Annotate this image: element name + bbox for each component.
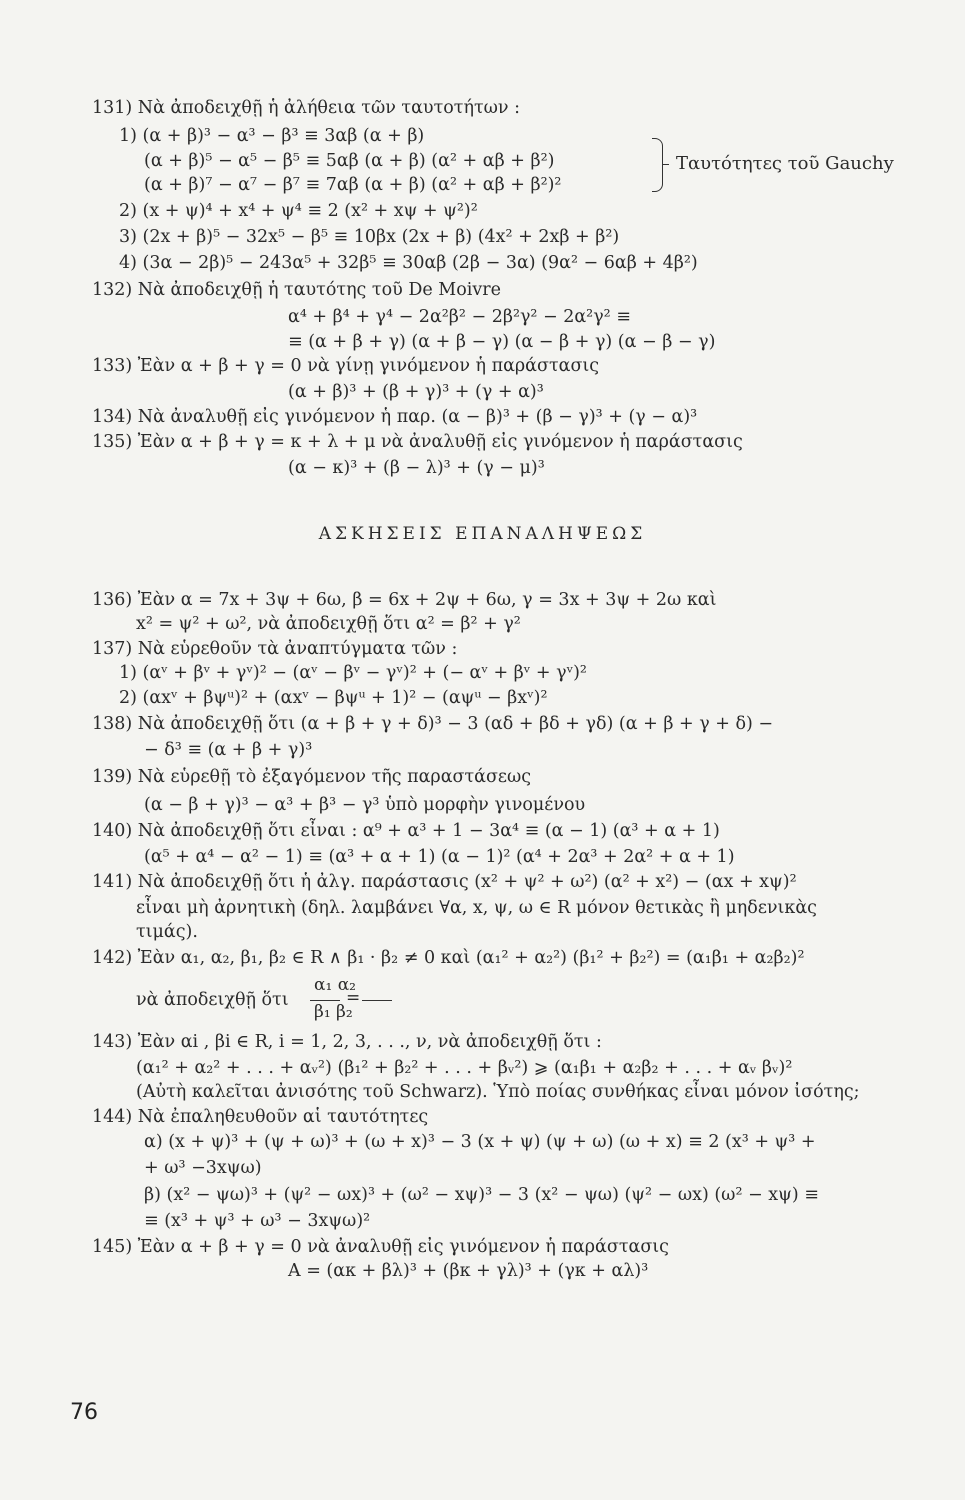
fraction-numerator: α₁ α₂: [314, 975, 356, 995]
problem-140-line2: (α⁵ + α⁴ − α² − 1) ≡ (α³ + α + 1) (α − 1)² (α⁴ + 2α³ + 2α² + α + 1): [144, 847, 735, 867]
identity-2: 2) (x + ψ)⁴ + x⁴ + ψ⁴ ≡ 2 (x² + xψ + ψ²)²: [119, 201, 478, 221]
problem-136-line1: 136) Ἐὰν α = 7x + 3ψ + 6ω, β = 6x + 2ψ + 6ω, γ = 3x + 3ψ + 2ω καὶ: [92, 590, 717, 610]
fraction-alpha-beta: [306, 975, 396, 1029]
problem-144-a-line1: α) (x + ψ)³ + (ψ + ω)³ + (ω + x)³ − 3 (x + ψ) (ψ + ω) (ω + x) ≡ 2 (x³ + ψ³ +: [144, 1132, 816, 1152]
problem-144-heading: 144) Νὰ ἐπαληθευθοῦν αἱ ταυτότητες: [92, 1107, 429, 1127]
problem-145-expr: A = (ακ + βλ)³ + (βκ + γλ)³ + (γκ + αλ)³: [288, 1261, 649, 1281]
problem-145-heading: 145) Ἐὰν α + β + γ = 0 νὰ ἀναλυθῇ εἰς γινόμενον ἡ παράστασις: [92, 1237, 669, 1257]
problem-141-line3: τιμάς).: [136, 922, 198, 942]
problem-133-expr: (α + β)³ + (β + γ)³ + (γ + α)³: [288, 382, 544, 402]
problem-144-b-line2: ≡ (x³ + ψ³ + ω³ − 3xψω)²: [144, 1211, 371, 1231]
problem-134: 134) Νὰ ἀναλυθῇ εἰς γινόμενον ἡ παρ. (α − β)³ + (β − γ)³ + (γ − α)³: [92, 407, 698, 427]
problem-140-line1: 140) Νὰ ἀποδειχθῇ ὅτι εἶναι : α⁹ + α³ + 1 − 3α⁴ ≡ (α − 1) (α³ + α + 1): [92, 821, 720, 841]
problem-136-line2: x² = ψ² + ω², νὰ ἀποδειχθῇ ὅτι α² = β² + γ²: [136, 614, 521, 634]
problem-132-heading: 132) Νὰ ἀποδειχθῇ ἡ ταυτότης τοῦ De Moivre: [92, 280, 501, 300]
problem-137-1: 1) (αᵛ + βᵛ + γᵛ)² − (αᵛ − βᵛ − γᵛ)² + (− αᵛ + βᵛ + γᵛ)²: [119, 663, 587, 683]
problem-141-line2: εἶναι μὴ ἀρνητικὴ (δηλ. λαμβάνει ∀α, x, ψ, ω ∈ R μόνον θετικὰς ἢ μηδενικὰς: [136, 898, 817, 918]
problem-137-2: 2) (αxᵛ + βψᵘ)² + (αxᵛ − βψᵘ + 1)² − (αψᵘ − βxᵛ)²: [119, 688, 548, 708]
problem-132-line1: α⁴ + β⁴ + γ⁴ − 2α²β² − 2β²γ² − 2α²γ² ≡: [288, 307, 631, 327]
brace-label: Ταυτότητες τοῦ Gauchy: [676, 153, 894, 174]
fraction-bar-left: [310, 1000, 340, 1001]
fraction-equals: =: [346, 988, 361, 1008]
right-brace: [652, 138, 663, 192]
problem-139-expr: (α − β + γ)³ − α³ + β³ − γ³ ὑπὸ μορφὴν γινομένου: [144, 795, 586, 815]
problem-142-line1: 142) Ἐὰν α₁, α₂, β₁, β₂ ∈ R ∧ β₁ · β₂ ≠ 0 καὶ (α₁² + α₂²) (β₁² + β₂²) = (α₁β₁ + α₂β₂)²: [92, 948, 805, 968]
problem-133-heading: 133) Ἐὰν α + β + γ = 0 νὰ γίνῃ γινόμενον ἡ παράστασις: [92, 356, 600, 376]
problem-144-a-line2: + ω³ −3xψω): [144, 1158, 262, 1178]
identity-1a: 1) (α + β)³ − α³ − β³ ≡ 3αβ (α + β): [119, 126, 425, 146]
problem-138-line2: − δ³ ≡ (α + β + γ)³: [144, 740, 313, 760]
identity-3: 3) (2x + β)⁵ − 32x⁵ − β⁵ ≡ 10βx (2x + β) (4x² + 2xβ + β²): [119, 227, 620, 247]
problem-135-expr: (α − κ)³ + (β − λ)³ + (γ − μ)³: [288, 458, 545, 478]
identity-1b: (α + β)⁵ − α⁵ − β⁵ ≡ 5αβ (α + β) (α² + αβ + β²): [144, 151, 555, 171]
problem-143-line1: 143) Ἐὰν αi , βi ∈ R, i = 1, 2, 3, . . ., ν, νὰ ἀποδειχθῇ ὅτι :: [92, 1032, 602, 1052]
problem-143-line3: (Αὐτὴ καλεῖται ἀνισότης τοῦ Schwarz). Ὑπὸ ποίας συνθήκας εἶναι μόνον ἰσότης;: [136, 1082, 860, 1102]
problem-138-line1: 138) Νὰ ἀποδειχθῇ ὅτι (α + β + γ + δ)³ − 3 (αδ + βδ + γδ) (α + β + γ + δ) −: [92, 714, 774, 734]
page-number: 76: [70, 1400, 98, 1425]
problem-141-line1: 141) Νὰ ἀποδειχθῇ ὅτι ἡ ἀλγ. παράστασις (x² + ψ² + ω²) (α² + x²) − (αx + xψ)²: [92, 872, 797, 892]
identity-4: 4) (3α − 2β)⁵ − 243α⁵ + 32β⁵ ≡ 30αβ (2β − 3α) (9α² − 6αβ + 4β²): [119, 253, 698, 273]
identity-1c: (α + β)⁷ − α⁷ − β⁷ ≡ 7αβ (α + β) (α² + αβ + β²)²: [144, 175, 562, 195]
problem-143-line2: (α₁² + α₂² + . . . + αᵥ²) (β₁² + β₂² + . . . + βᵥ²) ⩾ (α₁β₁ + α₂β₂ + . . . + αᵥ βᵥ)²: [136, 1058, 793, 1078]
problem-137-heading: 137) Νὰ εὑρεθοῦν τὰ ἀναπτύγματα τῶν :: [92, 639, 458, 659]
fraction-denominator: β₁ β₂: [314, 1002, 353, 1022]
problem-139-heading: 139) Νὰ εὑρεθῇ τὸ ἐξαγόμενον τῆς παραστάσεως: [92, 767, 532, 787]
problem-142-line2: νὰ ἀποδειχθῇ ὅτι: [136, 990, 289, 1010]
problem-135-heading: 135) Ἐὰν α + β + γ = κ + λ + μ νὰ ἀναλυθῇ εἰς γινόμενον ἡ παράστασις: [92, 432, 743, 452]
section-title: ΑΣΚΗΣΕΙΣ ΕΠΑΝΑΛΗΨΕΩΣ: [318, 524, 647, 544]
fraction-bar-right: [362, 1000, 392, 1001]
problem-131-heading: 131) Νὰ ἀποδειχθῇ ἡ ἀλήθεια τῶν ταυτοτήτων :: [92, 98, 520, 118]
problem-144-b-line1: β) (x² − ψω)³ + (ψ² − ωx)³ + (ω² − xψ)³ − 3 (x² − ψω) (ψ² − ωx) (ω² − xψ) ≡: [144, 1185, 819, 1205]
problem-132-line2: ≡ (α + β + γ) (α + β − γ) (α − β + γ) (α − β − γ): [288, 332, 716, 352]
